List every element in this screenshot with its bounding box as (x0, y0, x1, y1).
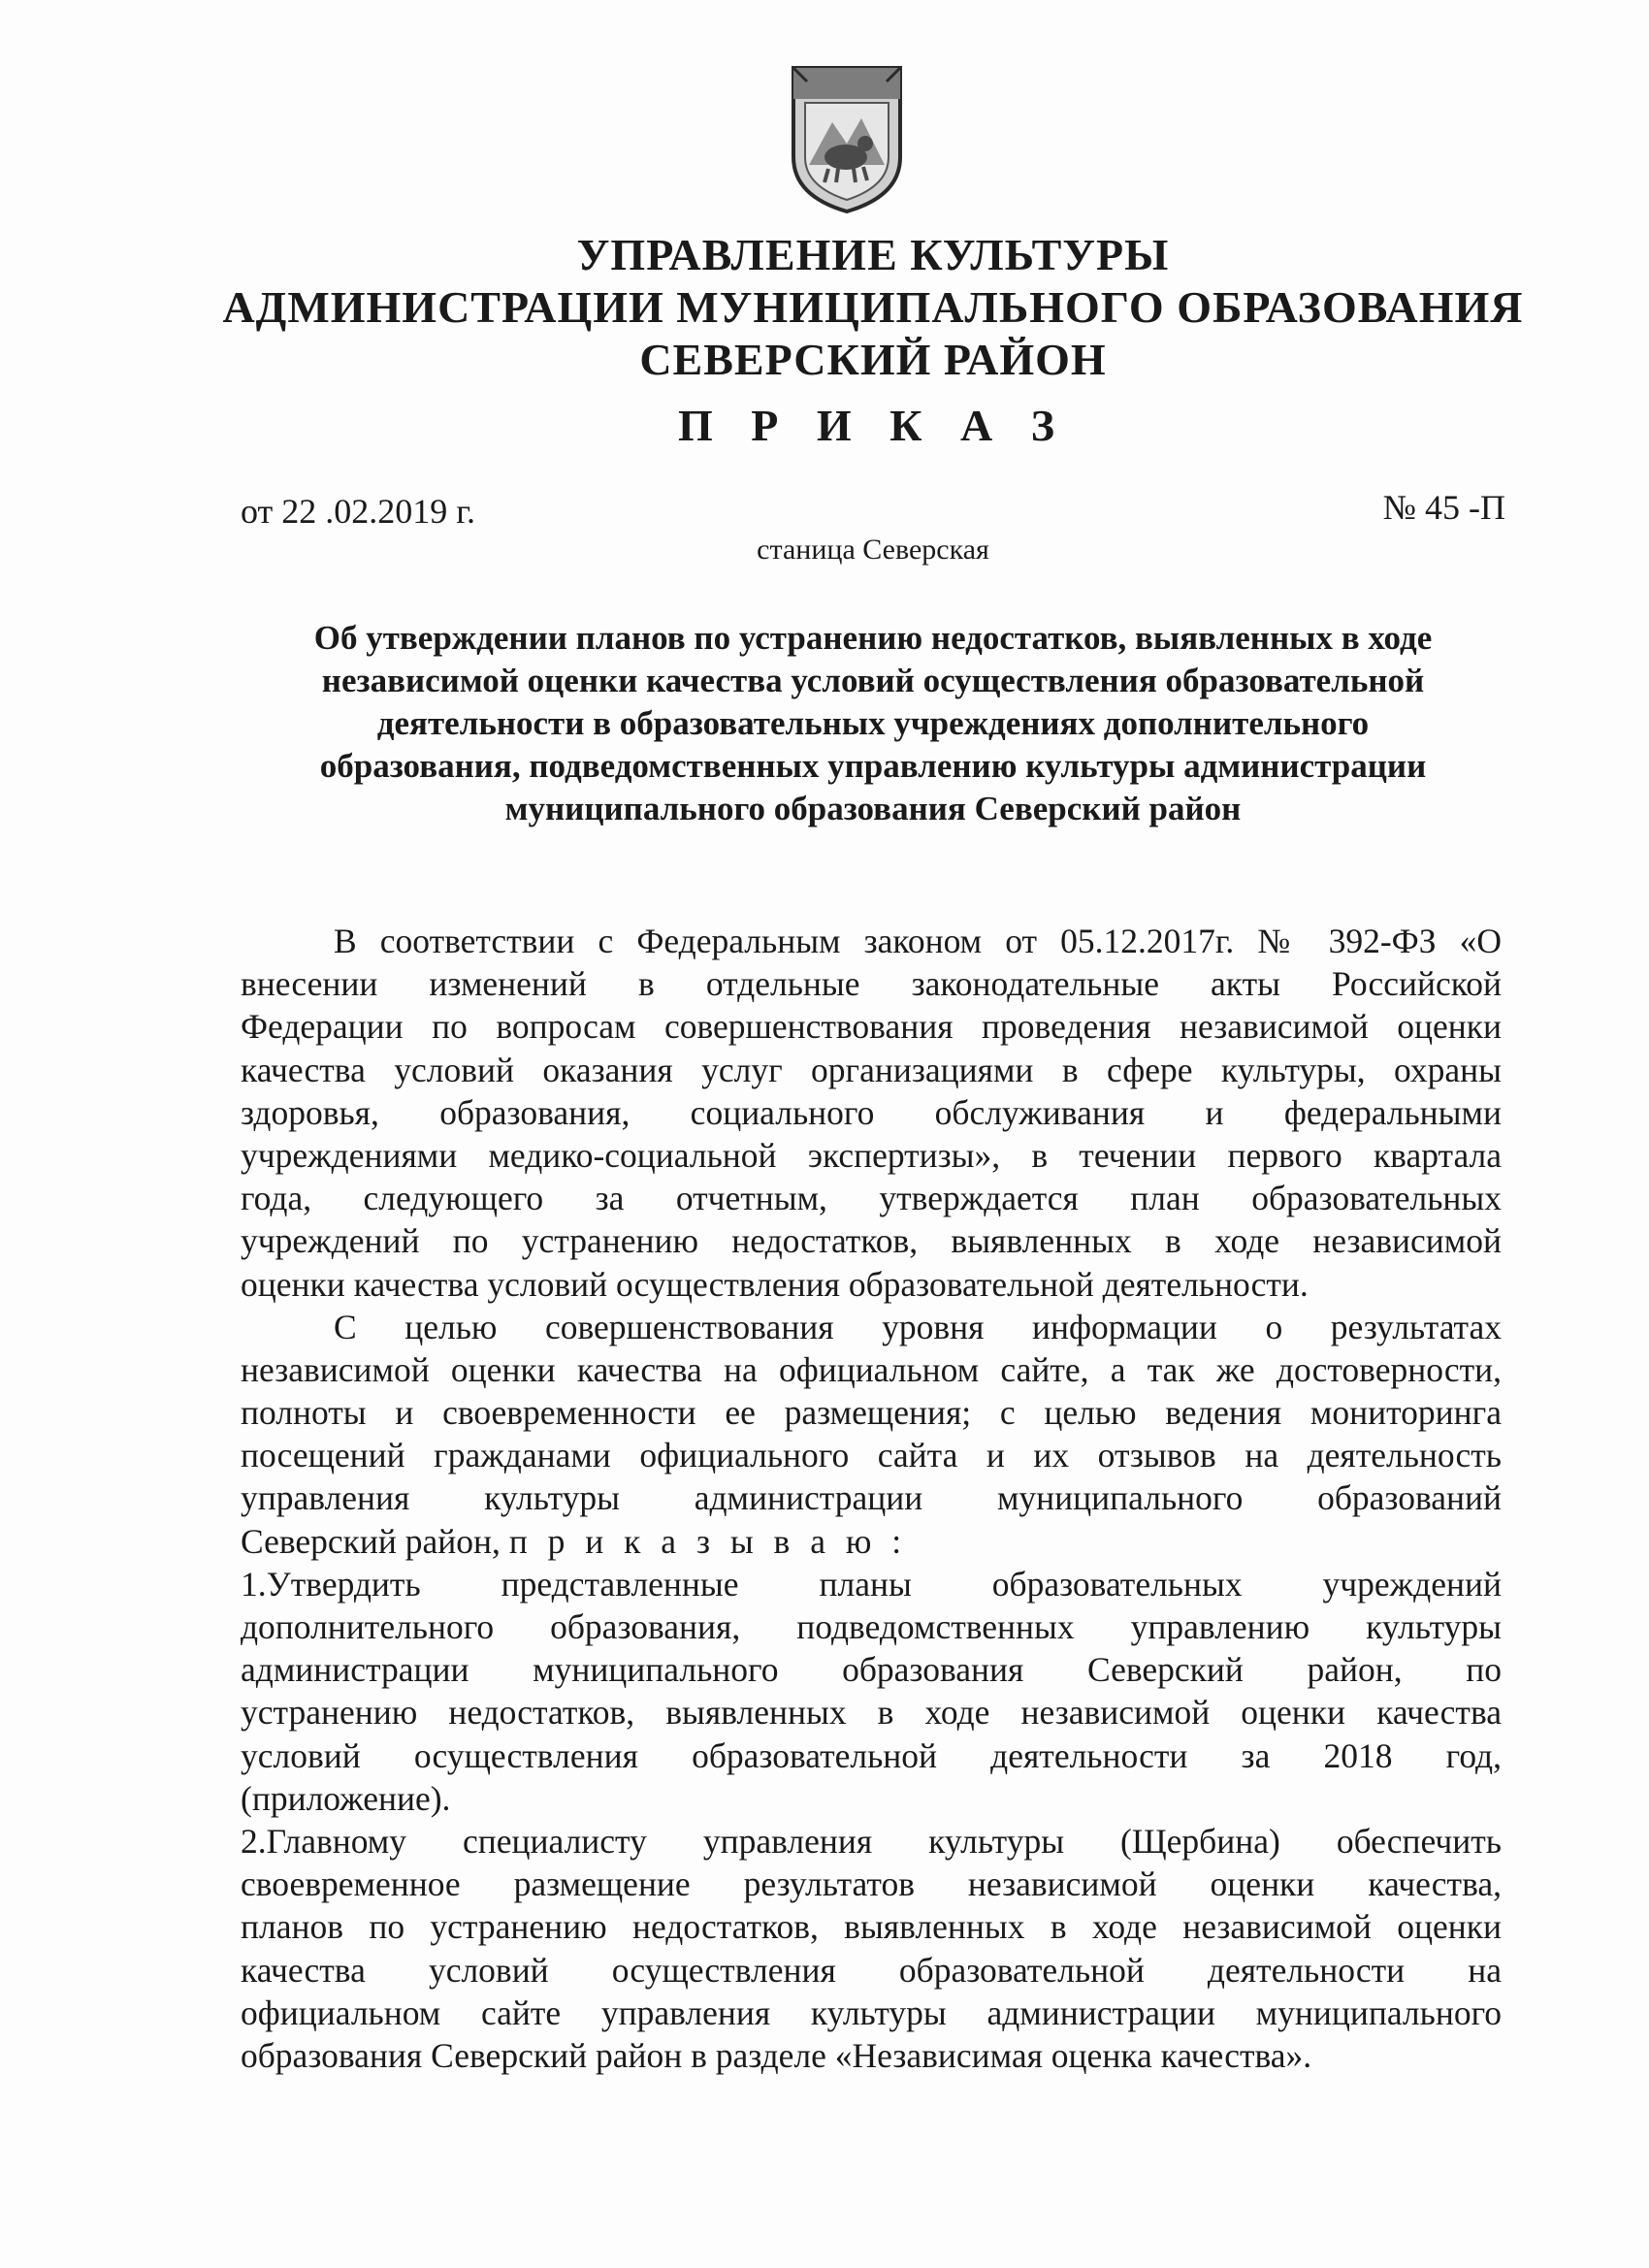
body-line: полноты и своевременности ее размещения; с целью ведения мониторинга (241, 1393, 1502, 1433)
body-line: дополнительного образования, подведомственных управлению культуры (241, 1607, 1502, 1646)
body-line: года, следующего за отчетным, утверждается план образовательных (241, 1179, 1502, 1218)
body-line: качества условий осуществления образовательной деятельности на (241, 1950, 1502, 1990)
body-line: официальном сайте управления культуры администрации муниципального (241, 1993, 1502, 2032)
body-line: Федерации по вопросам совершенствования проведения независимой оценки (241, 1007, 1502, 1047)
org-line-3: СЕВЕРСКИЙ РАЙОН (639, 335, 1107, 384)
body-line: В соответствии с Федеральным законом от 05.12.2017г. № 392-ФЗ «О (334, 922, 1502, 960)
body-line: учреждениями медико-социальной экспертизы», в течении первого квартала (241, 1135, 1502, 1175)
order-word: п р и к а з ы в а ю : (508, 1521, 908, 1561)
document-date: от 22 .02.2019 г. (241, 492, 475, 531)
body-line: посещений гражданами официального сайта и их отзывов на деятельность (241, 1436, 1502, 1475)
document-place: станица Северская (757, 534, 989, 566)
body-line-start: Северский район, (241, 1521, 509, 1561)
body-line: образования Северский район в разделе «Независимая оценка качества». (241, 2035, 1312, 2075)
organization-name (175, 229, 1571, 386)
body-line: качества условий оказания услуг организациями в сфере культуры, охраны (241, 1050, 1502, 1089)
body-line: планов по устранению недостатков, выявленных в ходе независимой оценки (241, 1907, 1502, 1947)
body-line: здоровья, образования, социального обслуживания и федеральными (241, 1092, 1502, 1132)
document-type: П Р И К А З (677, 401, 1068, 450)
subject-line: образования, подведомственных управлению культуры администрации (319, 747, 1427, 785)
body-line: 1.Утвердить представленные планы образовательных учреждений (241, 1564, 1502, 1604)
document-body (241, 920, 1502, 2077)
org-line-2: АДМИНИСТРАЦИИ МУНИЦИПАЛЬНОГО ОБРАЗОВАНИЯ (222, 282, 1524, 332)
subject-line: Об утверждении планов по устранению недостатков, выявленных в ходе (313, 619, 1433, 657)
subject-line: деятельности в образовательных учреждениях дополнительного (376, 704, 1370, 742)
body-line: учреждений по устранению недостатков, выявленных в ходе независимой (241, 1221, 1502, 1261)
document-subject (223, 617, 1523, 830)
org-line-1: УПРАВЛЕНИЕ КУЛЬТУРЫ (576, 230, 1170, 279)
coat-of-arms-icon (786, 60, 908, 217)
body-line: (приложение). (241, 1778, 451, 1818)
body-line (241, 1520, 1502, 1563)
body-line: администрации муниципального образования Северский район, по (241, 1650, 1502, 1690)
body-line: независимой оценки качества на официальном сайте, а так же достоверности, (241, 1349, 1502, 1389)
body-line: своевременное размещение результатов независимой оценки качества, (241, 1864, 1502, 1904)
body-line: управления культуры администрации муниципального образований (241, 1478, 1502, 1518)
subject-line: независимой оценки качества условий осуществления образовательной (321, 662, 1425, 699)
body-line: С целью совершенствования уровня информации о результатах (334, 1307, 1502, 1346)
document-number: № 45 -П (1382, 488, 1505, 527)
body-line: устранению недостатков, выявленных в ходе независимой оценки качества (241, 1693, 1502, 1733)
subject-line: муниципального образования Северский район (504, 790, 1242, 827)
body-line: 2.Главному специалисту управления культуры (Щербина) обеспечить (241, 1821, 1502, 1861)
body-line: оценки качества условий осуществления образовательной деятельности. (241, 1264, 1309, 1304)
body-line: условий осуществления образовательной деятельности за 2018 год, (241, 1735, 1502, 1775)
body-line: внесении изменений в отдельные законодательные акты Российской (241, 964, 1502, 1004)
